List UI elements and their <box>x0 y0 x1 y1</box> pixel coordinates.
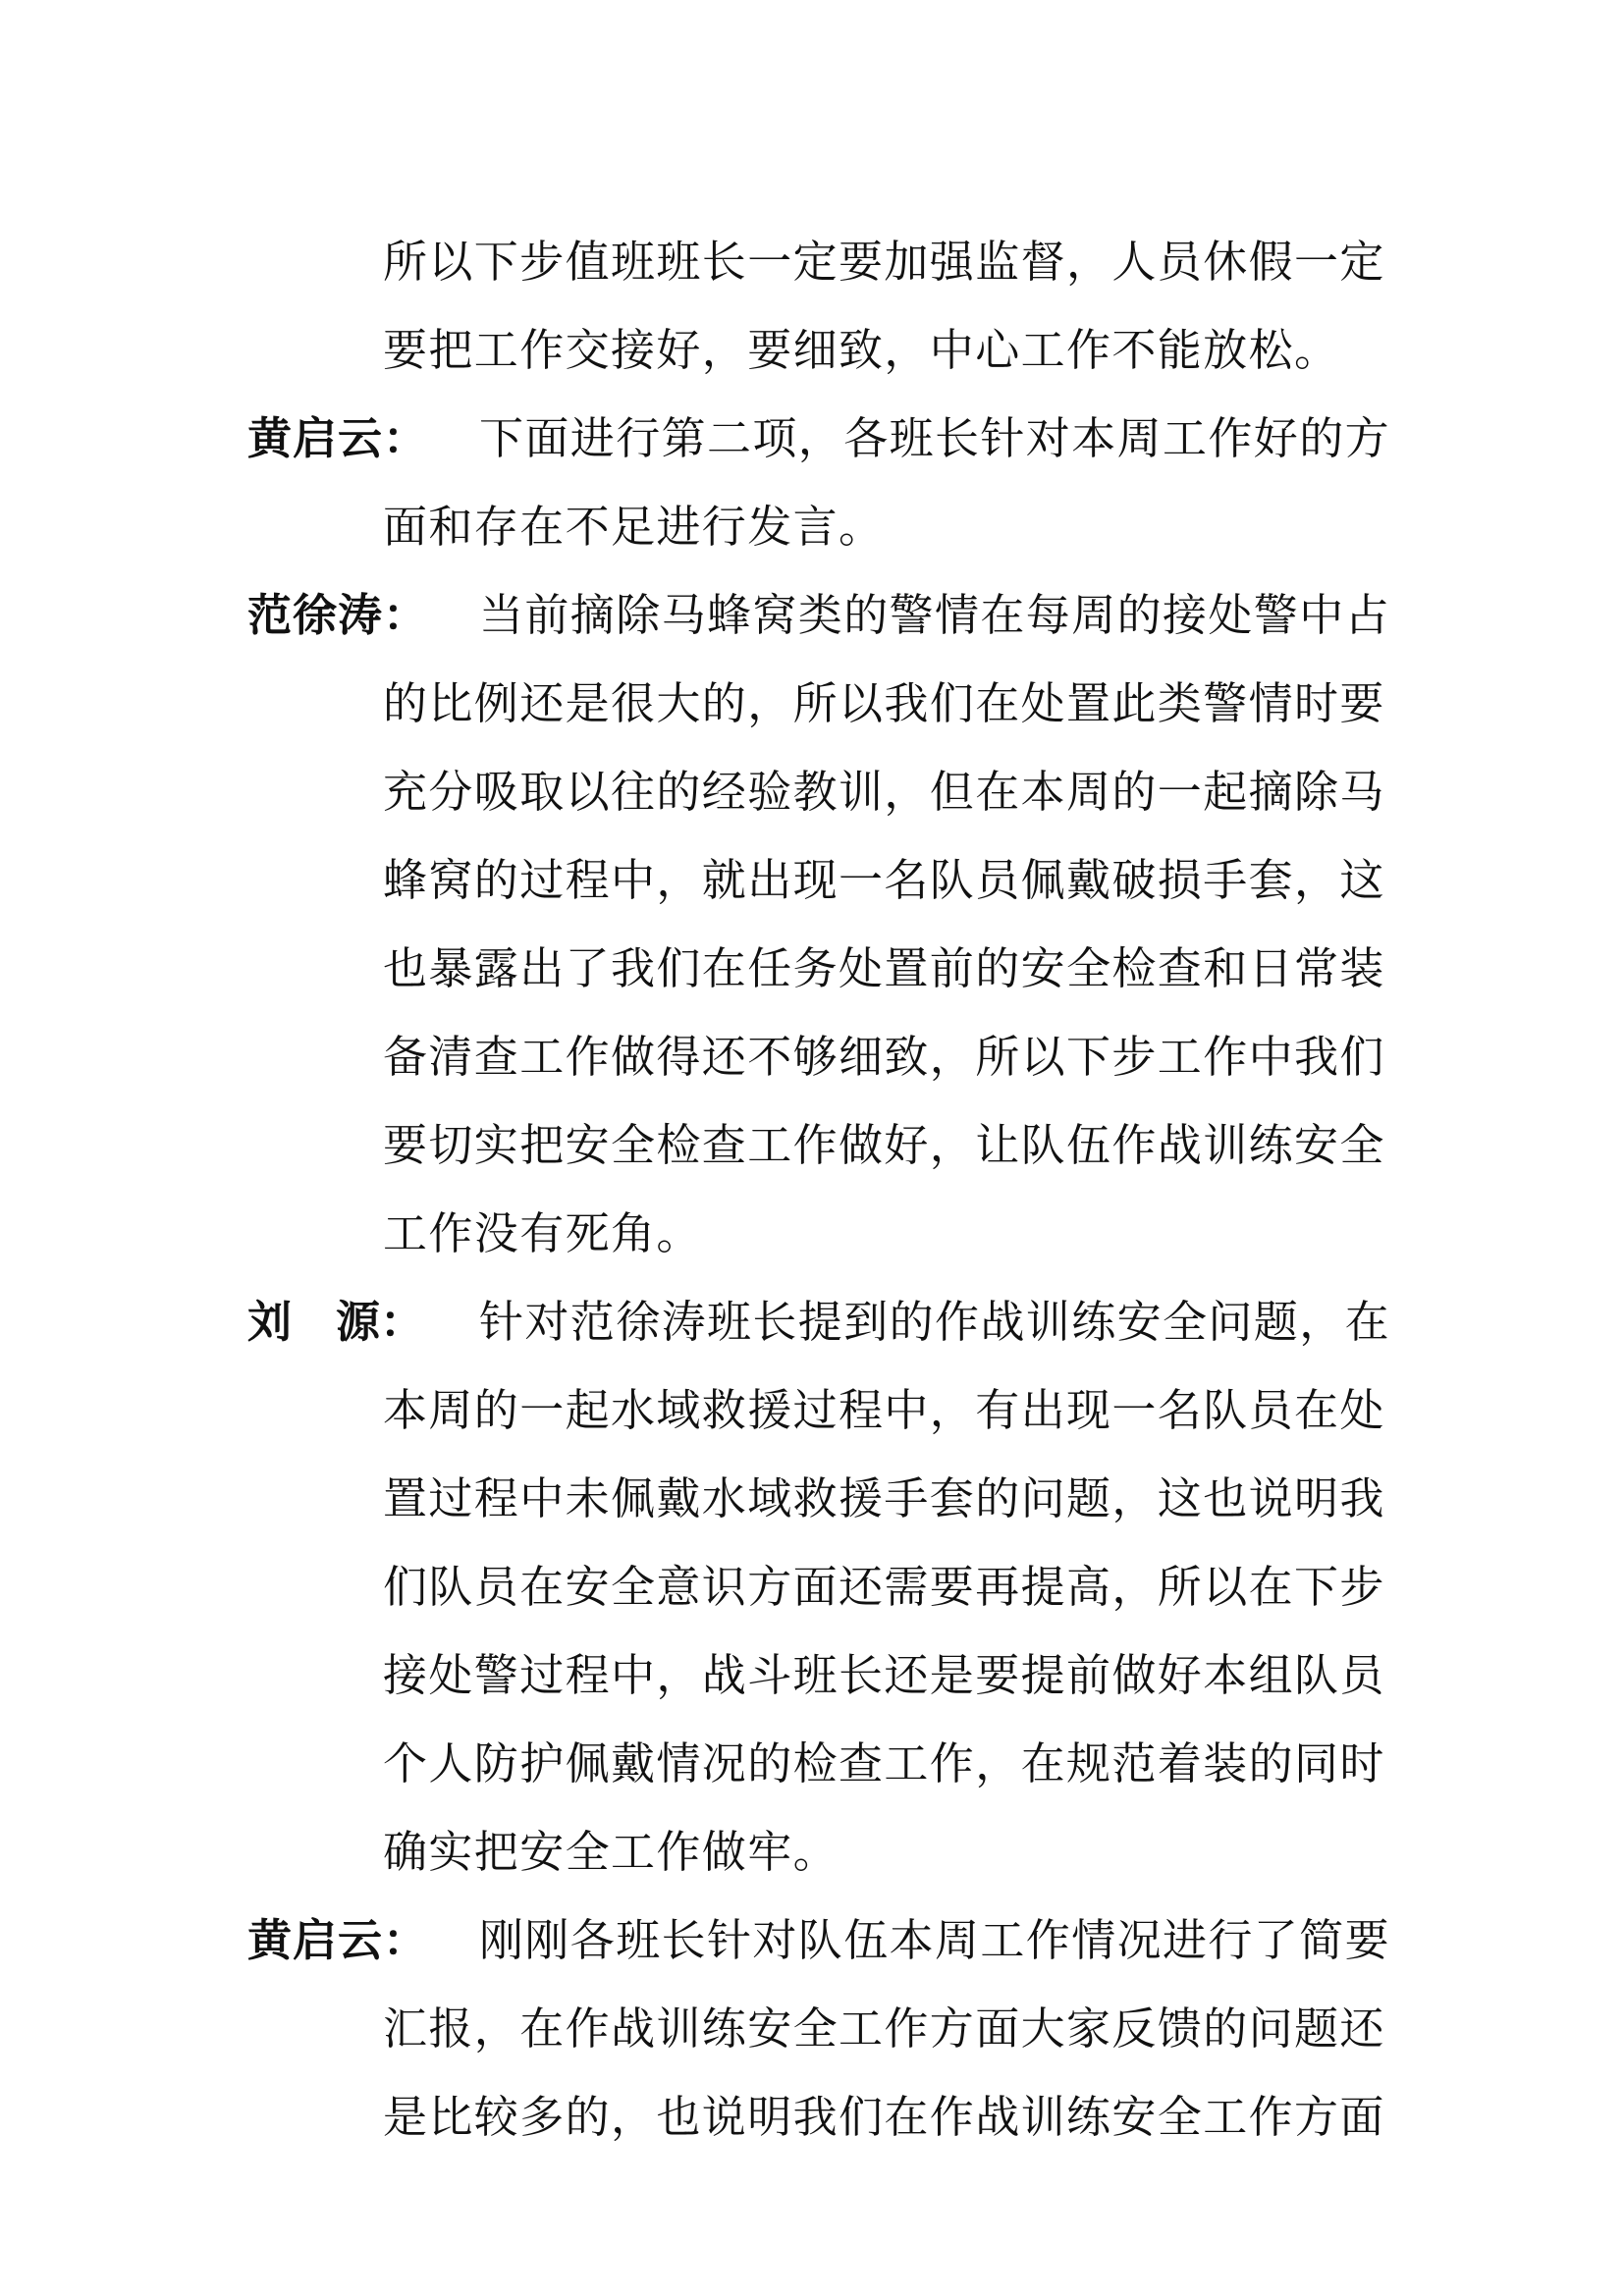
text-line: 针对范徐涛班长提到的作战训练安全问题，在 <box>479 1296 1391 1348</box>
text-line: 们队员在安全意识方面还需要再提高，所以在下步 <box>383 1561 1385 1613</box>
speaker-name <box>247 1293 424 1352</box>
text-line: 当前摘除马蜂窝类的警情在每周的接处警中占 <box>479 589 1391 641</box>
text-line: 备清查工作做得还不够细致，所以下步工作中我们 <box>383 1031 1385 1083</box>
text-line: 也暴露出了我们在任务处置前的安全检查和日常装 <box>383 942 1385 994</box>
speaker-name-part: 源： <box>336 1296 425 1348</box>
text-line: 汇报，在作战训练安全工作方面大家反馈的问题还 <box>383 2002 1385 2055</box>
text-line: 确实把安全工作做牢。 <box>383 1826 839 1878</box>
text-line: 个人防护佩戴情况的检查工作，在规范着装的同时 <box>383 1737 1385 1789</box>
text-line: 工作没有死角。 <box>383 1207 702 1259</box>
text-line: 本周的一起水域救援过程中，有出现一名队员在处 <box>383 1384 1385 1436</box>
text-line: 接处警过程中，战斗班长还是要提前做好本组队员 <box>383 1649 1385 1701</box>
speaker-name: 范徐涛： <box>247 589 429 641</box>
text-line: 是比较多的，也说明我们在作战训练安全工作方面 <box>383 2091 1385 2143</box>
text-line: 要切实把安全检查工作做好，让队伍作战训练安全 <box>383 1119 1385 1171</box>
text-line: 蜂窝的过程中，就出现一名队员佩戴破损手套，这 <box>383 854 1385 906</box>
text-line: 面和存在不足进行发言。 <box>383 501 885 553</box>
text-line: 下面进行第二项，各班长针对本周工作好的方 <box>479 412 1391 464</box>
text-line: 刚刚各班长针对队伍本周工作情况进行了简要 <box>479 1914 1391 1966</box>
text-line: 置过程中未佩戴水域救援手套的问题，这也说明我 <box>383 1472 1385 1524</box>
speaker-name-part: 刘 <box>247 1296 293 1348</box>
speaker-name: 黄启云： <box>247 1914 429 1966</box>
text-line: 充分吸取以往的经验教训，但在本周的一起摘除马 <box>383 766 1385 818</box>
text-line: 所以下步值班班长一定要加强监督，人员休假一定 <box>383 236 1385 288</box>
text-line: 的比例还是很大的，所以我们在处置此类警情时要 <box>383 677 1385 729</box>
text-line: 要把工作交接好，要细致，中心工作不能放松。 <box>383 324 1340 376</box>
speaker-name: 黄启云： <box>247 412 429 464</box>
